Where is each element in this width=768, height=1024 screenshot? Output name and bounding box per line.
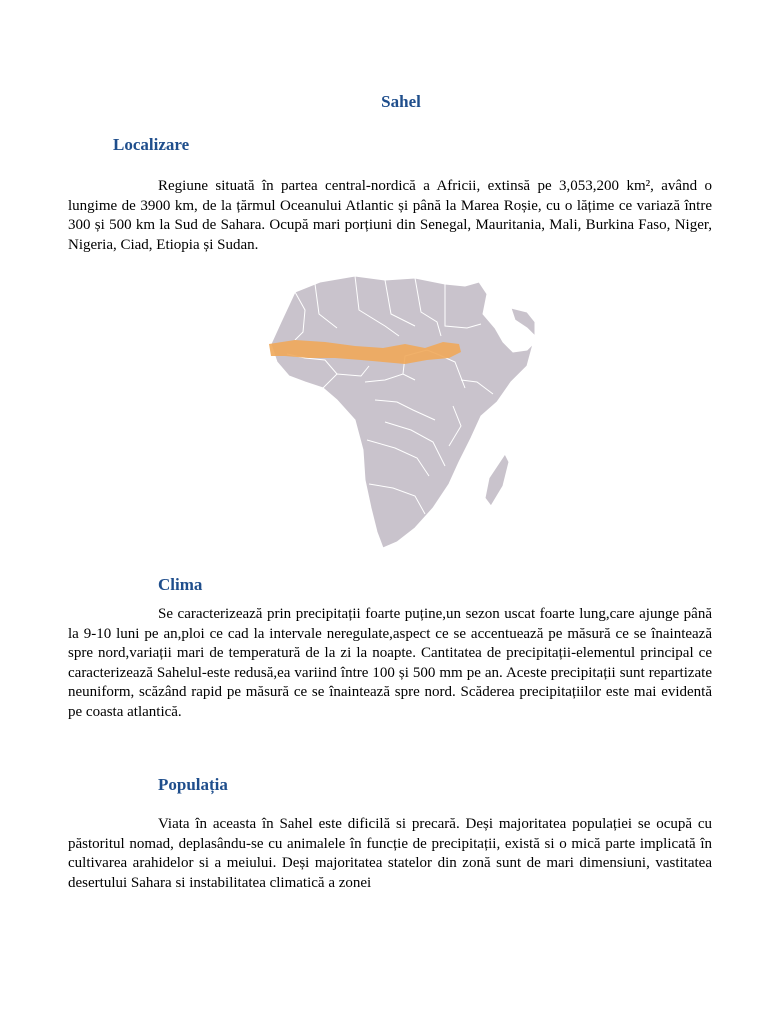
africa-landmass <box>271 276 533 548</box>
heading-clima: Clima <box>158 575 203 594</box>
paragraph-populatia-text: Viata în aceasta în Sahel este dificilă si precară. Deși majoritatea populației se ocupă cu păstoritul nomad, deplasându-se cu animalele în funcție de precipitații, există si o mică parte implicată în cultivarea arahidelor si a meiului. Deși majoritatea statelor din zonă sunt de mari dimensiuni, vastitatea desertului Sahara si instabilitatea climatică a zonei <box>68 816 712 891</box>
paragraph-localizare <box>68 177 712 255</box>
africa-map <box>265 270 535 550</box>
madagascar <box>485 454 509 506</box>
heading-populatia: Populația <box>158 775 228 794</box>
heading-localizare: Localizare <box>113 135 190 154</box>
paragraph-populatia <box>68 815 712 893</box>
page-title: Sahel <box>381 92 421 111</box>
paragraph-clima-text: Se caracterizează prin precipitații foarte puține,un sezon uscat foarte lung,care ajunge până la 9-10 luni pe an,ploi ce cad la intervale neregulate,aspect ce se accentuează pe măsură ce se înaintează spre nord,variații mari de temperatură de la zi la noapte. Cantitatea de precipitații-elementul principal ce caracterizează Sahelul-este redusă,ea variind între 100 și 500 mm pe an. Aceste precipitații sunt repartizate neuniform, scăzând rapid pe măsură ce se înaintează spre nord. Scăderea precipitațiilor este mai evidentă pe coasta atlantică. <box>68 606 712 720</box>
paragraph-clima <box>68 605 712 723</box>
arabian-peninsula <box>511 308 535 336</box>
paragraph-localizare-text: Regiune situată în partea central-nordică a Africii, extinsă pe 3,053,200 km², având o lungime de 3900 km, de la țărmul Oceanului Atlantic și până la Marea Roșie, cu o lățime ce variază între 300 și 500 km la Sud de Sahara. Ocupă mari porțiuni din Senegal, Mauritania, Mali, Burkina Faso, Niger, Nigeria, Ciad, Etiopia și Sudan. <box>68 178 712 253</box>
